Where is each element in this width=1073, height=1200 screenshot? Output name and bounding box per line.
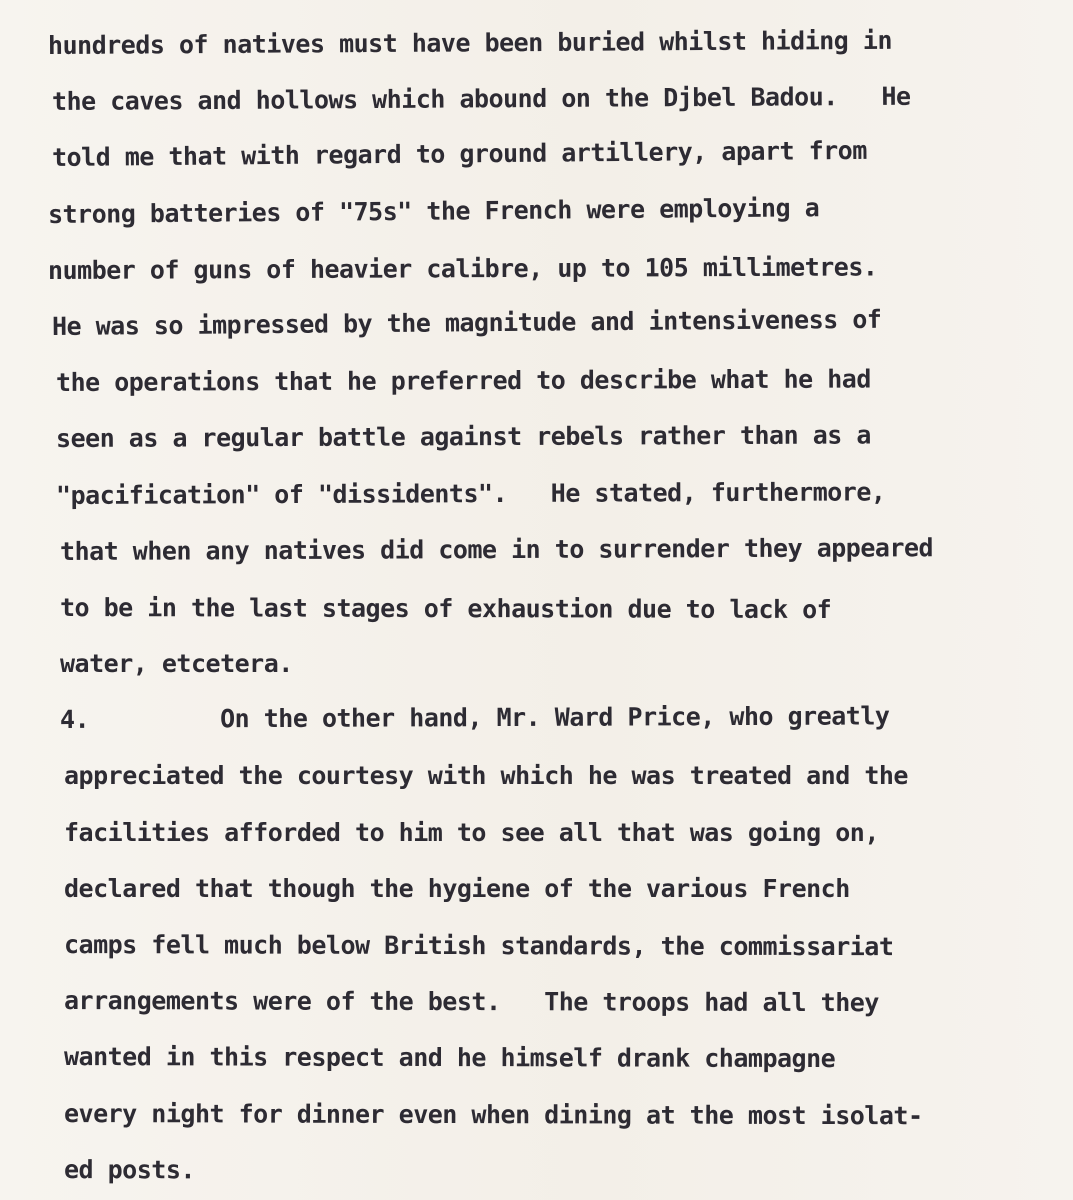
text-line: hundreds of natives must have been buried whilst hiding in <box>47 25 893 60</box>
text-line: that when any natives did come in to surrender they appeared <box>59 532 934 566</box>
text-line: arrangements were of the best. The troops had all they <box>63 986 879 1018</box>
text-line: number of guns of heavier calibre, up to 105 millimetres. <box>47 252 878 285</box>
text-line: the caves and hollows which abound on the Djbel Badou. He <box>51 81 911 117</box>
text-line: every night for dinner even when dining at the most isolat- <box>63 1098 923 1130</box>
text-line: facilities afforded to him to see all that was going on, <box>64 817 879 847</box>
text-line: ed posts. <box>63 1154 196 1185</box>
text-line: strong batteries of "75s" the French were employing a <box>47 192 820 229</box>
text-line: water, etcetera. <box>60 649 293 679</box>
text-line: declared that though the hygiene of the various French <box>64 873 850 903</box>
typewritten-text <box>48 18 1073 1198</box>
text-line: seen as a regular battle against rebels rather than as a <box>55 420 871 454</box>
text-line: to be in the last stages of exhaustion due to lack of <box>59 592 832 624</box>
text-line: told me that with regard to ground artillery, apart from <box>51 136 867 173</box>
text-line: the operations that he preferred to describe what he had <box>55 364 871 398</box>
text-line: "pacification" of "dissidents". He stated, furthermore, <box>55 476 886 510</box>
text-line: 4. On the other hand, Mr. Ward Price, who greatly <box>59 701 890 735</box>
text-line: appreciated the courtesy with which he was treated and the <box>64 761 908 791</box>
text-line: He was so impressed by the magnitude and intensiveness of <box>51 304 882 341</box>
text-line: wanted in this respect and he himself drank champagne <box>63 1042 836 1074</box>
text-line: camps fell much below British standards, the commissariat <box>63 930 894 962</box>
